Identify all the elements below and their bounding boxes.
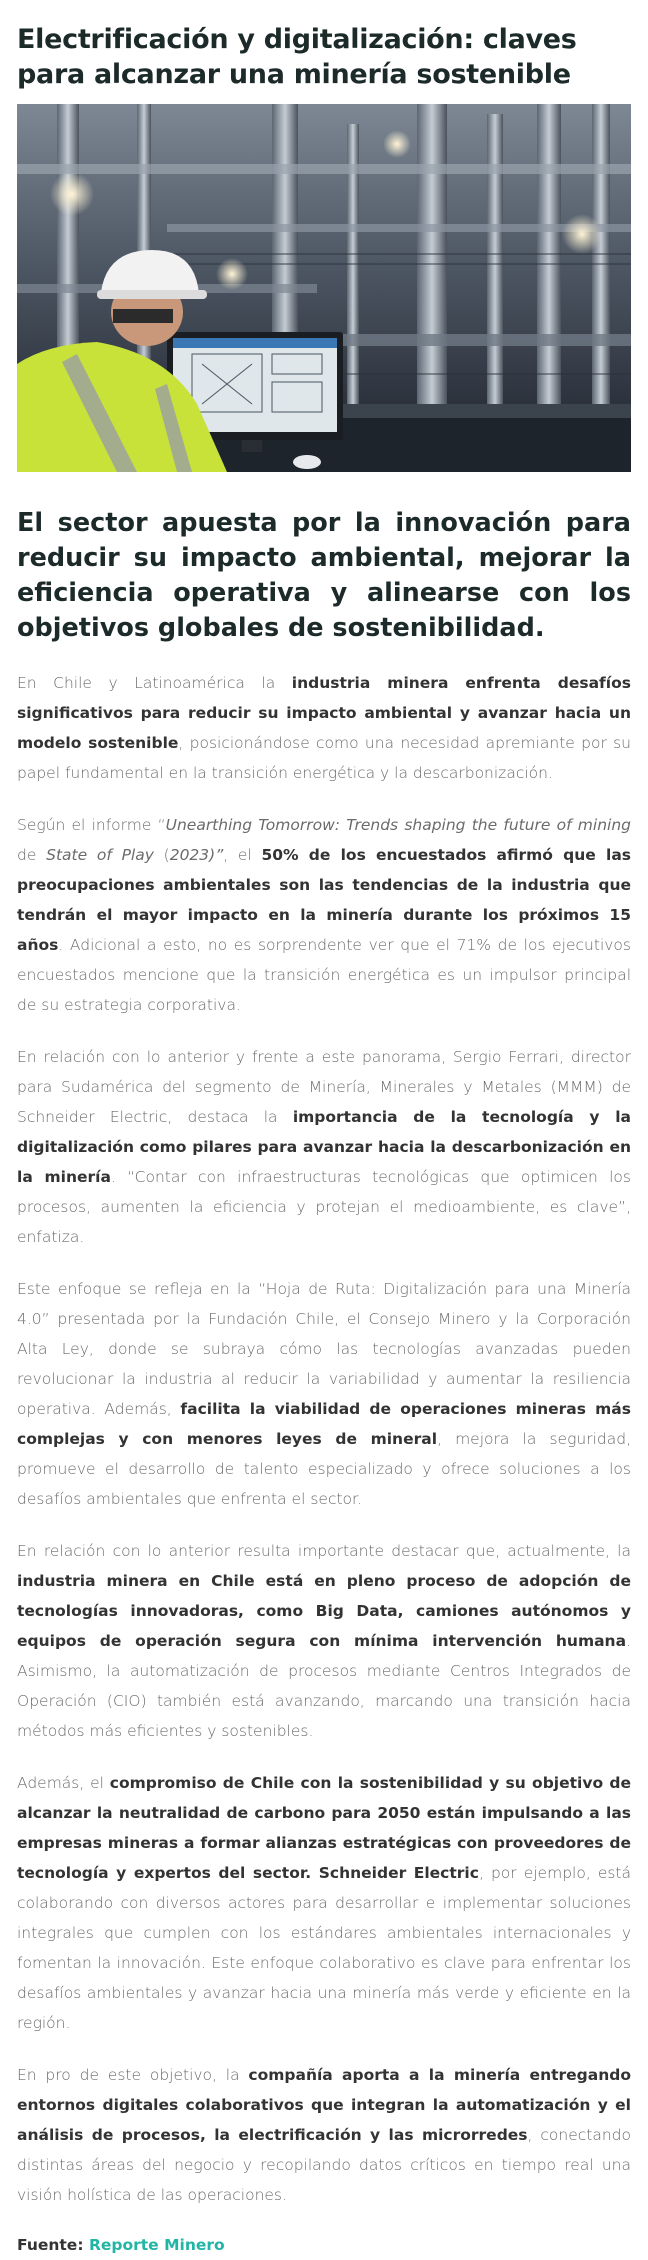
text-run: Según el informe “	[17, 816, 166, 834]
article-paragraph	[17, 1042, 631, 1252]
article-paragraph	[17, 1536, 631, 1746]
text-run: En relación con lo anterior y frente a este panorama, Sergio Ferrari, director para Sudamérica del segmento de Minería, Minerales y Metales (MMM) de Schneider Electric, destaca la	[17, 1048, 631, 1126]
text-run: , por ejemplo, está colaborando con diversos actores para desarrollar e implementar soluciones integrales que cumplen con los estándares ambientales internacionales y fomentan la innovación. Este enfoque colaborativo es clave para enfrentar los desafíos ambientales y avanzar hacia una minería más verde y eficiente en la región.	[17, 1864, 632, 2032]
text-run: En relación con lo anterior resulta importante destacar que, actualmente, la	[17, 1542, 631, 1560]
article-title: Electrificación y digitalización: claves para alcanzar una minería sostenible	[17, 24, 577, 90]
text-run: En Chile y Latinoamérica la	[17, 674, 292, 692]
article-subtitle: El sector apuesta por la innovación para reducir su impacto ambiental, mejorar la eficiencia operativa y alinearse con los objetivos globales de sostenibilidad.	[17, 508, 631, 643]
bold-text: 50% de los encuestados afirmó que las preocupaciones ambientales son las tendencias de la industria que tendrán el mayor impacto en la minería durante los próximos 15 años	[17, 846, 632, 954]
text-run: (	[153, 846, 170, 864]
article-paragraph	[17, 1768, 631, 2038]
bold-text: industria minera enfrenta desafíos significativos para reducir su impacto ambiental y avanzar hacia un modelo sostenible	[17, 674, 631, 752]
bold-text: facilita la viabilidad de operaciones mineras más complejas y con menores leyes de mineral	[17, 1400, 631, 1448]
bold-text: industria minera en Chile está en pleno proceso de adopción de tecnologías innovadoras, como Big Data, camiones autónomos y equipos de operación segura con mínima intervención humana	[17, 1572, 631, 1650]
article-paragraph	[17, 1274, 631, 1514]
article-paragraph	[17, 668, 631, 788]
source-label: Fuente:	[17, 2236, 84, 2254]
text-run: , mejora la seguridad, promueve el desarrollo de talento especializado y ofrece soluciones a los desafíos ambientales que enfrenta el sector.	[17, 1430, 631, 1508]
text-run: , posicionándose como una necesidad apremiante por su papel fundamental en la transición energética y la descarbonización.	[17, 734, 631, 782]
hero-image	[17, 104, 631, 472]
article-body	[17, 668, 631, 2210]
source-line	[17, 2230, 631, 2260]
text-run: En pro de este objetivo, la	[17, 2066, 249, 2084]
italic-text: Unearthing Tomorrow: Trends shaping the future of mining	[165, 816, 631, 834]
italic-text: 2023)”	[169, 846, 224, 864]
industrial-plant-photo-icon	[17, 104, 631, 472]
bold-text: compañía aporta a la minería entregando entornos digitales colaborativos que integran la automatización y el análisis de procesos, la electrificación y las microrredes	[17, 2066, 631, 2144]
italic-text: State of Play	[46, 846, 154, 864]
text-run: . Asimismo, la automatización de procesos mediante Centros Integrados de Operación (CIO) también está avanzando, marcando una transición hacia métodos más eficientes y sostenibles.	[17, 1632, 631, 1740]
article-paragraph	[17, 2060, 631, 2210]
bold-text: importancia de la tecnología y la digitalización como pilares para avanzar hacia la descarbonización en la minería	[17, 1108, 631, 1186]
text-run: . “Contar con infraestructuras tecnológicas que optimicen los procesos, aumenten la eficiencia y protejan el medioambiente, es clave”, enfatiza.	[17, 1168, 631, 1246]
source-link[interactable]: Reporte Minero	[88, 2236, 225, 2254]
text-run: , el	[223, 846, 262, 864]
text-run: . Adicional a esto, no es sorprendente ver que el 71% de los ejecutivos encuestados mencione que la transición energética es un impulsor principal de su estrategia corporativa.	[17, 936, 631, 1014]
bold-text: compromiso de Chile con la sostenibilidad y su objetivo de alcanzar la neutralidad de carbono para 2050 están impulsando a las empresas mineras a formar alianzas estratégicas con proveedores de tecnología y expertos del sector. Schneider Electric	[17, 1774, 631, 1882]
text-run: Además, el	[17, 1774, 110, 1792]
article-paragraph	[17, 810, 631, 1020]
text-run: , conectando distintas áreas del negocio y recopilando datos críticos en tiempo real una visión holística de las operaciones.	[17, 2126, 632, 2204]
text-run: de	[17, 846, 47, 864]
text-run: Este enfoque se refleja en la “Hoja de Ruta: Digitalización para una Minería 4.0” presentada por la Fundación Chile, el Consejo Minero y la Corporación Alta Ley, donde se subraya cómo las tecnologías avanzadas pueden revolucionar la industria al reducir la variabilidad y aumentar la resiliencia operativa. Además,	[17, 1280, 631, 1418]
